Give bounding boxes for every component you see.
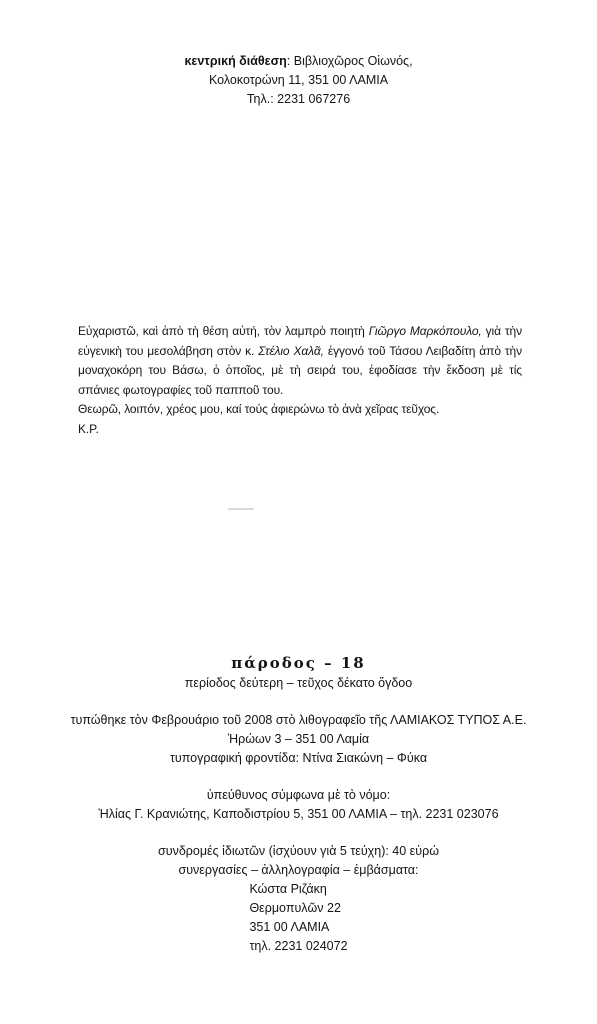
distribution-store: Βιβλιοχῶρος Οἰωνός, [293,54,413,68]
issue-title: πάροδος – 18 [231,654,366,672]
ack-text-a: Εὐχαριστῶ, καὶ ἀπὸ τὴ θέση αὐτή, τὸν λαμπρὸ ποιητὴ [78,324,369,338]
distribution-line [0,52,597,71]
contributions-label: συνεργασίες – ἀλληλογραφία – ἐμβάσματα: [178,863,419,877]
printing-info: τυπώθηκε τὸν Φεβρουάριο τοῦ 2008 στὸ λιθογραφεῖο τῆς ΛΑΜΙΑΚΟΣ ΤΥΠΟΣ Α.Ε. [70,713,527,727]
contact-phone: τηλ. 2231 024072 [249,939,348,953]
spacer [0,824,597,842]
ack-dedication: Θεωρῶ, λοιπόν, χρέος μου, καί τούς ἀφιερώνω τὸ ἀνὰ χεῖρας τεῦχος. [78,402,440,416]
responsible-person: Ἡλίας Γ. Κρανιώτης, Καποδιστρίου 5, 351 00 ΛΑΜΙΑ – τηλ. 2231 023076 [98,807,499,821]
ack-text-c: ἐγγονό τοῦ Τάσου Λειβαδίτη ἀπὸ τὴν μοναχοκόρη του Βάσω, ὁ ὁποῖος, μὲ τὴ σειρά του, ἐφοδίασε τὴν ἔκδοση μὲ τίς σπάνιες φωτογραφίες τοῦ παπποῦ του. [78,343,522,397]
colophon [0,652,597,956]
issue-subtitle: περίοδος δεύτερη – τεῦχος δέκατο ὄγδοο [184,676,413,690]
distribution-label: κεντρική διάθεση [184,54,287,68]
subscriptions: συνδρομές ἰδιωτῶν (ἰσχύουν γιὰ 5 τεύχη): 40 εὐρώ [158,844,439,858]
distribution-block [0,52,597,109]
ack-poet-name: Γιῶργο Μαρκόπουλο, [368,324,482,338]
contact-street: Θερμοπυλῶν 22 [249,901,341,915]
spacer [0,693,597,711]
contact-name: Κώστα Ριζάκη [249,882,327,896]
responsible-label: ὑπεύθυνος σύμφωνα μὲ τὸ νόμο: [206,788,391,802]
distribution-address: Κολοκοτρώνη 11, 351 00 ΛΑΜΙΑ [208,73,389,87]
acknowledgement-paragraph-1 [78,322,522,400]
acknowledgement-paragraph-2 [78,400,522,420]
spacer [0,768,597,786]
contact-city: 351 00 ΛΑΜΙΑ [249,920,330,934]
typography-credit: τυπογραφική φροντίδα: Ντίνα Σιακώνη – Φύκα [169,751,428,765]
printer-address: Ἡρώων 3 – 351 00 Λαμία [227,732,370,746]
contact-address [249,880,347,956]
distribution-colon: : [286,54,294,68]
ack-text-b: γιὰ τὴν εὐγενικὴ του μεσολάβηση στὸν κ. [78,324,522,358]
ack-person-name: Στέλιο Χαλᾶ, [258,343,324,358]
print-smudge [228,508,254,510]
acknowledgement [78,322,522,439]
acknowledgement-signature: Κ.Ρ. [78,421,99,436]
distribution-phone: Τηλ.: 2231 067276 [246,92,351,106]
